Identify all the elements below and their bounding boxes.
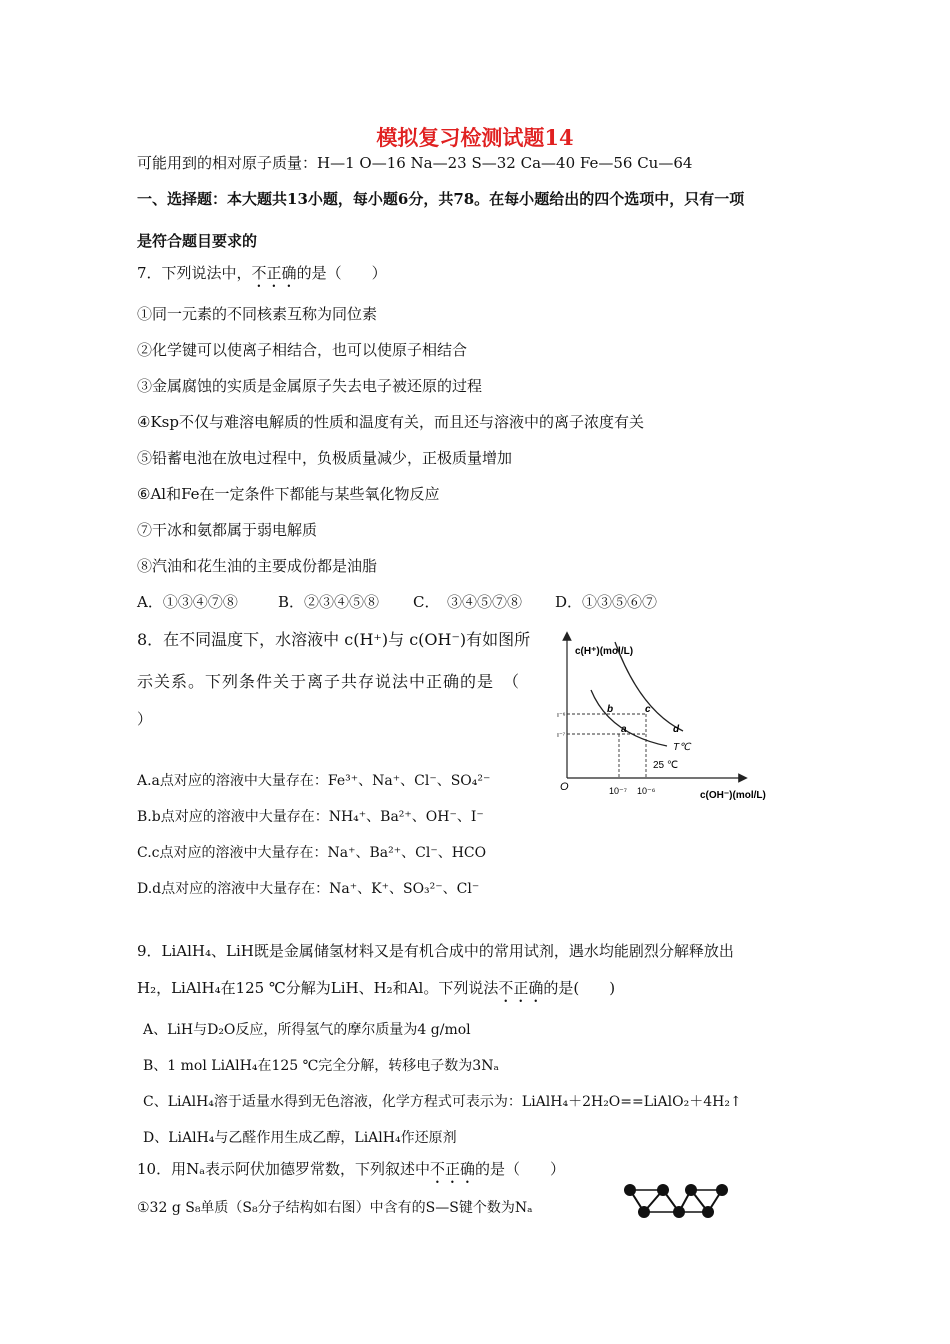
section-heading-line2: 是符合题目要求的: [137, 232, 258, 250]
q9-option-d: D、LiAlH₄与乙醛作用生成乙醇，LiAlH₄作还原剂: [143, 1130, 457, 1146]
q7-item-8: ⑧汽油和花生油的主要成份都是油脂: [137, 557, 378, 575]
x-axis-label: c(OH⁻)(mol/L): [700, 790, 766, 801]
q8-option-d: D.d点对应的溶液中大量存在：Na⁺、K⁺、SO₃²⁻、Cl⁻: [137, 881, 480, 897]
section-heading-line1: 一、选择题：本大题共13小题，每小题6分，共78。在每小题给出的四个选项中，只有一项: [137, 190, 745, 208]
q7-item-1: ①同一元素的不同核素互称为同位素: [137, 305, 378, 323]
q9-stem-end: 的是( ): [543, 979, 616, 997]
q9-stem-text: H₂，LiAlH₄在125 ℃分解为LiH、H₂和Al。下列说法: [137, 979, 499, 997]
q7-item-5: ⑤铅蓄电池在放电过程中，负极质量减少，正极质量增加: [137, 449, 513, 467]
q7-item-4: ④Ksp不仅与难溶电解质的性质和温度有关，而且还与溶液中的离子浓度有关: [137, 413, 644, 431]
q9-option-b: B、1 mol LiAlH₄在125 ℃完全分解，转移电子数为3Nₐ: [143, 1058, 499, 1074]
point-a-label: a: [621, 724, 627, 735]
sulfur-atom: [716, 1184, 728, 1196]
q7-item-7: ⑦干冰和氨都属于弱电解质: [137, 521, 318, 539]
curve-t-label: T℃: [673, 742, 691, 753]
point-d-label: d: [673, 724, 680, 735]
q10-stem-end: 的是（ ）: [475, 1160, 566, 1178]
atomic-masses: 可能用到的相对原子质量：H—1 O—16 Na—23 S—32 Ca—40 Fe—56 Cu—64: [137, 154, 693, 172]
point-b-label: b: [607, 704, 614, 715]
q10-stem: [137, 1158, 565, 1187]
page-title: 模拟复习检测试题14: [376, 125, 574, 150]
q8-stem-line3: ）: [137, 710, 153, 728]
q7-stem: [137, 262, 387, 291]
q7-item-6: ⑥Al和Fe在一定条件下都能与某些氧化物反应: [137, 485, 440, 503]
q9-option-c: C、LiAlH₄溶于适量水得到无色溶液，化学方程式可表示为：LiAlH₄＋2H₂O==LiAlO₂＋4H₂↑: [143, 1094, 742, 1110]
q7-item-3: ③金属腐蚀的实质是金属原子失去电子被还原的过程: [137, 377, 483, 395]
sulfur-atom: [638, 1206, 650, 1218]
sulfur-atom: [685, 1184, 697, 1196]
q10-stem-text: 10．用Nₐ表示阿伏加德罗常数，下列叙述中: [137, 1160, 430, 1178]
ion-product-graph: [545, 628, 790, 803]
point-c-label: c: [645, 704, 651, 715]
q10-emphasis: 不正确: [430, 1160, 476, 1178]
q9-option-a: A、LiH与D₂O反应，所得氢气的摩尔质量为4 g/mol: [143, 1022, 471, 1038]
q8-stem-line1: 8．在不同温度下，水溶液中 c(H⁺)与 c(OH⁻)有如图所: [137, 630, 531, 649]
sulfur-atom: [657, 1184, 669, 1196]
y-tick-1e-6: ı⁻⁶: [557, 712, 566, 719]
q7-stem-end: 的是（ ）: [296, 264, 387, 282]
q8-stem-line2: 示关系。下列条件关于离子共存说法中正确的是 （: [137, 672, 521, 691]
q8-option-b: B.b点对应的溶液中大量存在：NH₄⁺、Ba²⁺、OH⁻、I⁻: [137, 809, 484, 825]
sulfur-atom: [702, 1206, 714, 1218]
y-axis-label: c(H⁺)(mol/L): [575, 646, 634, 657]
q7-option-a: A．①③④⑦⑧: [137, 593, 238, 611]
sulfur-atom: [673, 1206, 685, 1218]
q9-stem-line2: [137, 977, 615, 1006]
q7-emphasis: 不正确: [251, 264, 297, 282]
q9-stem-line1: 9．LiAlH₄、LiH既是金属储氢材料又是有机合成中的常用试剂，遇水均能剧烈分解释放出: [137, 942, 734, 960]
origin-label: O: [560, 781, 569, 793]
q7-stem-text: 7．下列说法中，: [137, 264, 252, 282]
q8-option-c: C.c点对应的溶液中大量存在：Na⁺、Ba²⁺、Cl⁻、HCO: [137, 845, 487, 861]
y-tick-1e-7: ı⁻⁷: [557, 732, 566, 739]
q9-emphasis: 不正确: [498, 979, 544, 997]
q8-option-a: A.a点对应的溶液中大量存在：Fe³⁺、Na⁺、Cl⁻、SO₄²⁻: [137, 773, 491, 789]
s8-molecule-diagram: [618, 1178, 728, 1224]
q7-option-c: C． ③④⑤⑦⑧: [413, 593, 522, 611]
x-tick-1e-6: 10⁻⁶: [637, 786, 656, 796]
q7-item-2: ②化学键可以使离子相结合，也可以使原子相结合: [137, 341, 468, 359]
sulfur-atom: [624, 1184, 636, 1196]
curve-25c-label: 25 ℃: [653, 760, 679, 771]
x-tick-1e-7: 10⁻⁷: [609, 786, 628, 796]
q7-option-b: B．②③④⑤⑧: [278, 593, 380, 611]
q10-item-1: ①32 g S₈单质（S₈分子结构如右图）中含有的S—S键个数为Nₐ: [137, 1200, 533, 1216]
curve-25c: [591, 690, 667, 746]
q7-option-d: D．①③⑤⑥⑦: [555, 593, 658, 611]
